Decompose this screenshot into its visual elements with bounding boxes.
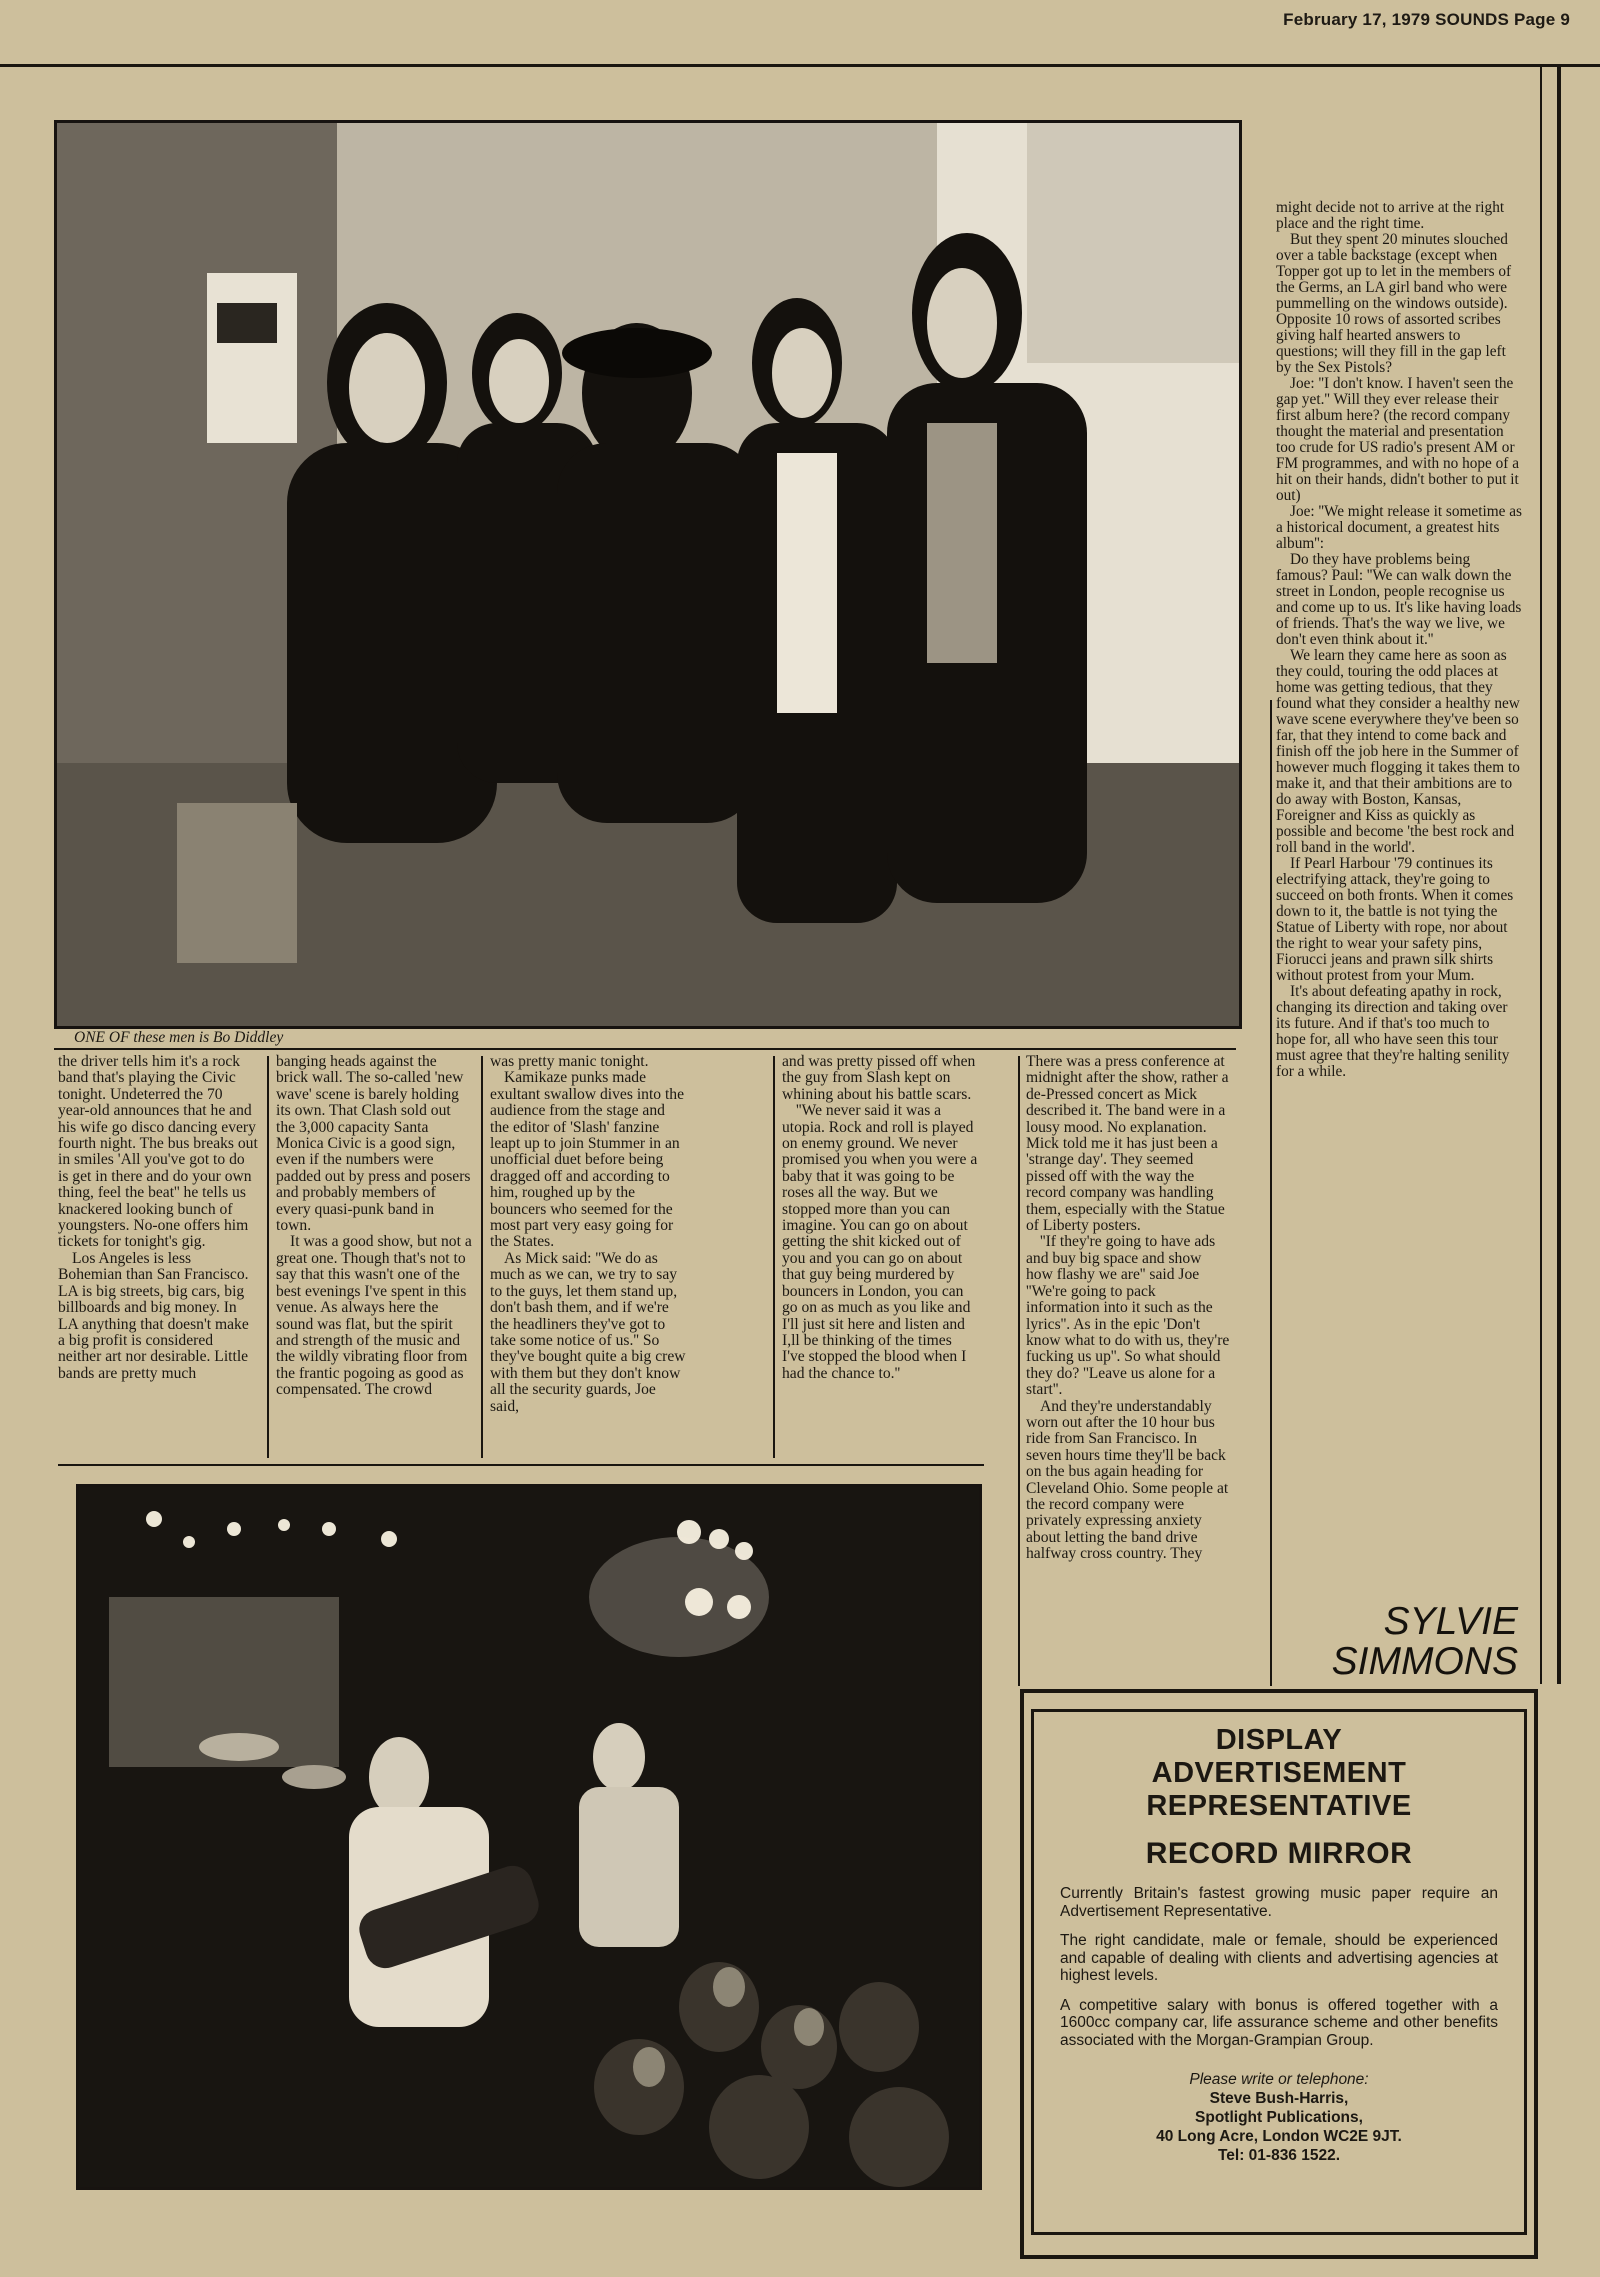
- paragraph: It was a good show, but not a great one. Though that's not to say that this wasn't one of the best evenings I've spent in this venue. As always here the sound was flat, but the spirit and strength of the music and the wildly vibrating floor from the frantic pogoing as good as compensated. The crowd: [276, 1233, 472, 1399]
- ad-paragraph-3: A competitive salary with bonus is offered together with a 1600cc company car, life assurance scheme and other benefits associated with the Morgan-Grampian Group.: [1060, 1996, 1498, 2049]
- ad-contact-prompt: Please write or telephone:: [1189, 2071, 1369, 2088]
- column-divider: [481, 1056, 483, 1458]
- paragraph: Kamikaze punks made exultant swallow dives into the audience from the stage and the editor of 'Slash' fanzine leapt up to join Stummer in an unofficial duet before being dragged off and according to him, roughed up by the bouncers who seemed for the most part very easy going for the States.: [490, 1069, 685, 1251]
- paragraph: might decide not to arrive at the right place and the right time.: [1276, 200, 1505, 232]
- byline-first-name: SYLVIE: [1383, 1600, 1518, 1643]
- ad-publication-title: RECORD MIRROR: [1145, 1837, 1413, 1870]
- right-frame-rule: [1557, 64, 1561, 1684]
- byline: [1332, 1602, 1518, 1682]
- ad-paragraph-2: The right candidate, male or female, should be experienced and capable of dealing with clients and advertising agencies at highest levels.: [1060, 1932, 1498, 1984]
- paragraph: Joe: ''We might release it sometime as a historical document, a greatest hits album'':: [1276, 503, 1522, 552]
- top-rule: [0, 64, 1600, 67]
- column-divider: [1270, 700, 1272, 1686]
- article-column-2: [276, 1054, 472, 1460]
- paragraph: Los Angeles is less Bohemian than San Francisco. LA is big streets, big cars, big billboards and big money. In LA anything that doesn't make a big profit is considered neither art nor desirable. Little bands are pretty much: [58, 1249, 249, 1382]
- article-column-1: [58, 1054, 258, 1460]
- paragraph: was pretty manic tonight.: [490, 1054, 649, 1070]
- caption-rule: [54, 1048, 1236, 1050]
- paragraph: It's about defeating apathy in rock, changing its direction and taking over its future. And if that's too much to hope for, all who have seen this tour must agree that they're halting senility for a while.: [1276, 983, 1510, 1080]
- paragraph: But they spent 20 minutes slouched over a table backstage (except when Topper got up to let in the members of the Germs, an LA girl band who were pummelling on the windows outside). Opposite 10 rows of assorted scribes giving half hearted answers to questions; will they fill in the gap left by the Sex Pistols?: [1276, 231, 1512, 376]
- ad-heading-line-1: DISPLAY: [1215, 1724, 1343, 1756]
- paragraph: Do they have problems being famous? Paul: ''We can walk down the street in London, people recognise us and come up to us. It's like having loads of friends. That's the way we live, we don't even think about it.'': [1276, 551, 1522, 648]
- running-head: February 17, 1979 SOUNDS Page 9: [1283, 10, 1570, 29]
- byline-last-name: SIMMONS: [1331, 1640, 1518, 1683]
- inner-right-rule: [1540, 64, 1542, 1684]
- ad-contact-company: Spotlight Publications,: [1195, 2109, 1363, 2126]
- column-divider: [773, 1056, 775, 1458]
- paragraph: the driver tells him it's a rock band that's playing the Civic tonight. Undeterred the 70 year-old announces that he and his wife go disco dancing every fourth night. The bus breaks out in smiles 'All you've got to do is get in there and do your own thing, feel the beat'' he tells us knackered looking bunch of youngsters. No-one offers him tickets for tonight's gig.: [58, 1054, 258, 1251]
- paragraph: ''If they're going to have ads and buy big space and show how flashy we are'' said Joe ''We're going to pack information into it such as the lyrics''. As in the epic 'Don't know what to do with us, they're fucking us up''. So what should they do? ''Leave us alone for a start''.: [1026, 1233, 1230, 1399]
- ad-heading-line-3: REPRESENTATIVE: [1146, 1790, 1412, 1822]
- concert-photo-image: [79, 1487, 979, 2187]
- article-column-6: [1276, 200, 1522, 1600]
- paragraph: Joe: ''I don't know. I haven't seen the gap yet.'' Will they ever release their first album here? (the record company thought the material and presentation too crude for US radio's present AM or FM programmes, and with no hope of a hit on their hands, didn't bother to put it out): [1276, 375, 1520, 504]
- ad-paragraph-1: Currently Britain's fastest growing music paper require an Advertisement Representative.: [1060, 1885, 1498, 1920]
- column-divider: [1018, 1056, 1020, 1686]
- paragraph: If Pearl Harbour '79 continues its electrifying attack, they're going to succeed on both fronts. When it comes down to it, the battle is not tying the Statue of Liberty with rope, nor about the right to wear your safety pins, Fiorucci jeans and prawn silk shirts without protest from your Mum.: [1276, 855, 1514, 984]
- ad-heading-line-2: ADVERTISEMENT: [1151, 1757, 1407, 1789]
- article-column-5: [1026, 1054, 1230, 1684]
- article-column-4: [782, 1054, 978, 1460]
- ad-contact-name: Steve Bush-Harris,: [1209, 2090, 1349, 2107]
- ad-contact-address: 40 Long Acre, London WC2E 9JT.: [1156, 2128, 1402, 2145]
- paragraph: banging heads against the brick wall. The so-called 'new wave' scene is barely holding its own. That Clash sold out the 3,000 capacity Santa Monica Civic is a good sign, even if the numbers were padded out by press and posers and probably members of every quasi-punk band in town.: [276, 1054, 471, 1235]
- paragraph: ''We never said it was a utopia. Rock and roll is played on enemy ground. We never promised you when you were a baby that it was going to be roses all the way. But we stopped more than you can imagine. You can go on about getting the shit kicked out of you and you can go on about that guy being murdered by bouncers in London, you can go on as much as you like and I'll just sit here and listen and I,ll be thinking of the times I've stopped the blood when I had the chance to.'': [782, 1102, 978, 1382]
- band-photo: [54, 120, 1242, 1029]
- paragraph: We learn they came here as soon as they could, touring the odd places at home was getting tedious, that they found what they consider a healthy new wave scene everywhere they've been so far, that they intend to come back and finish off the job here in the Summer of however much flogging it takes them to make it, and that their ambitions are to do away with Boston, Kansas, Foreigner and Kiss as quickly as possible and become 'the best rock and roll band in the world'.: [1276, 647, 1520, 856]
- bottom-photo-frame: [58, 1464, 984, 1466]
- band-photo-image: [57, 123, 1239, 1026]
- paragraph: As Mick said: ''We do as much as we can, we try to say to the guys, let them stand up, don't bash them, and if we're the headliners they've got to take some notice of us.'' So they've bought quite a big crew with them but they don't know all the security guards, Joe said,: [490, 1249, 686, 1415]
- article-column-3: [490, 1054, 686, 1460]
- job-advertisement: [1031, 1709, 1527, 2235]
- ad-contact-telephone: Tel: 01-836 1522.: [1217, 2147, 1341, 2164]
- photo-caption: ONE OF these men is Bo Diddley: [74, 1029, 284, 1046]
- concert-photo: [76, 1484, 982, 2190]
- paragraph: and was pretty pissed off when the guy from Slash kept on whining about his battle scars.: [782, 1054, 976, 1103]
- column-divider: [267, 1056, 269, 1458]
- paragraph: There was a press conference at midnight after the show, rather a de-Pressed concert as Mick described it. The band were in a lousy mood. No explanation. Mick told me it has just been a 'strange day'. They seemed pissed off with the way the record company was handling them, especially with the Statue of Liberty posters.: [1026, 1054, 1229, 1235]
- paragraph: And they're understandably worn out after the 10 hour bus ride from San Francisco. In seven hours time they'll be back on the bus again heading for Cleveland Ohio. Some people at the record company were privately expressing anxiety about letting the band drive halfway cross country. They: [1026, 1397, 1229, 1563]
